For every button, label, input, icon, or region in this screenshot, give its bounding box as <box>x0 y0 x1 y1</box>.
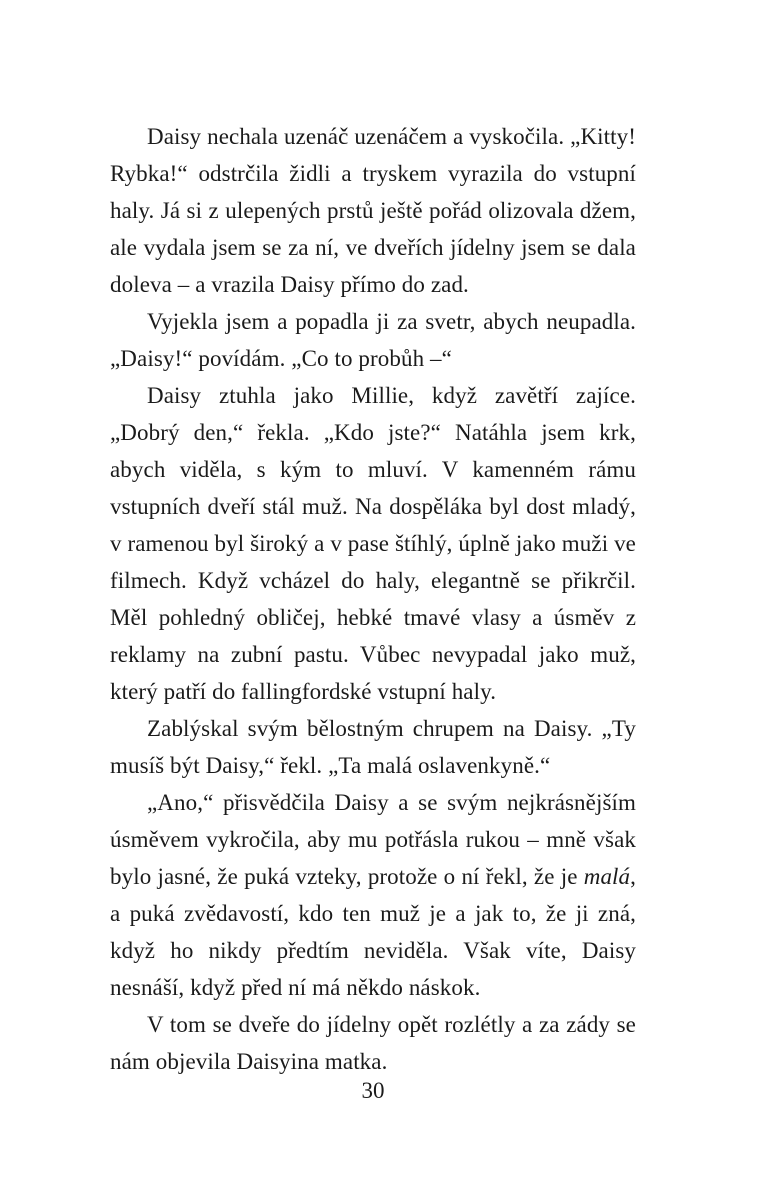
paragraph <box>110 710 636 784</box>
text-segment: „Ano,“ přisvědčila Daisy a se svým nejkrásnějším úsměvem vykročila, aby mu potřásla rukou – mně však bylo jasné, že puká vzteky, protože o ní řekl, že je <box>110 790 636 889</box>
italic-text-segment: malá <box>583 864 631 889</box>
text-segment: Daisy nechala uzenáč uzenáčem a vyskočila. „Kitty! Rybka!“ odstrčila židli a tryskem vyrazila do vstupní haly. Já si z ulepených prstů ještě pořád olizovala džem, ale vydala jsem se za ní, ve dveřích jídelny jsem se dala doleva – a vrazila Daisy přímo do zad. <box>110 124 636 297</box>
paragraph <box>110 377 636 710</box>
text-segment: V tom se dveře do jídelny opět rozlétly a za zády se nám objevila Daisyina matka. <box>110 1012 636 1074</box>
text-segment: Zablýskal svým bělostným chrupem na Daisy. „Ty musíš být Daisy,“ řekl. „Ta malá oslavenkyně.“ <box>110 716 636 778</box>
paragraph <box>110 1006 636 1080</box>
paragraph <box>110 303 636 377</box>
page-number: 30 <box>361 1078 385 1103</box>
paragraph <box>110 118 636 303</box>
paragraph <box>110 784 636 1006</box>
text-segment: Daisy ztuhla jako Millie, když zavětří zajíce. „Dobrý den,“ řekla. „Kdo jste?“ Natáhla jsem krk, abych viděla, s kým to mluví. V kamenném rámu vstupních dveří stál muž. Na dospěláka byl dost mladý, v ramenou byl široký a v pase štíhlý, úplně jako muži ve filmech. Když vcházel do haly, elegantně se přikrčil. Měl pohledný obličej, hebké tmavé vlasy a úsměv z reklamy na zubní pastu. Vůbec nevypadal jako muž, který patří do fallingfordské vstupní haly. <box>110 383 636 704</box>
text-segment: Vyjekla jsem a popadla ji za svetr, abych neupadla. „Daisy!“ povídám. „Co to probůh –“ <box>110 309 636 371</box>
page-text <box>110 118 636 1080</box>
text-segment: , a puká zvědavostí, kdo ten muž je a jak to, že ji zná, když ho nikdy předtím neviděla. Však víte, Daisy nesnáší, když před ní má někdo náskok. <box>110 864 636 1000</box>
